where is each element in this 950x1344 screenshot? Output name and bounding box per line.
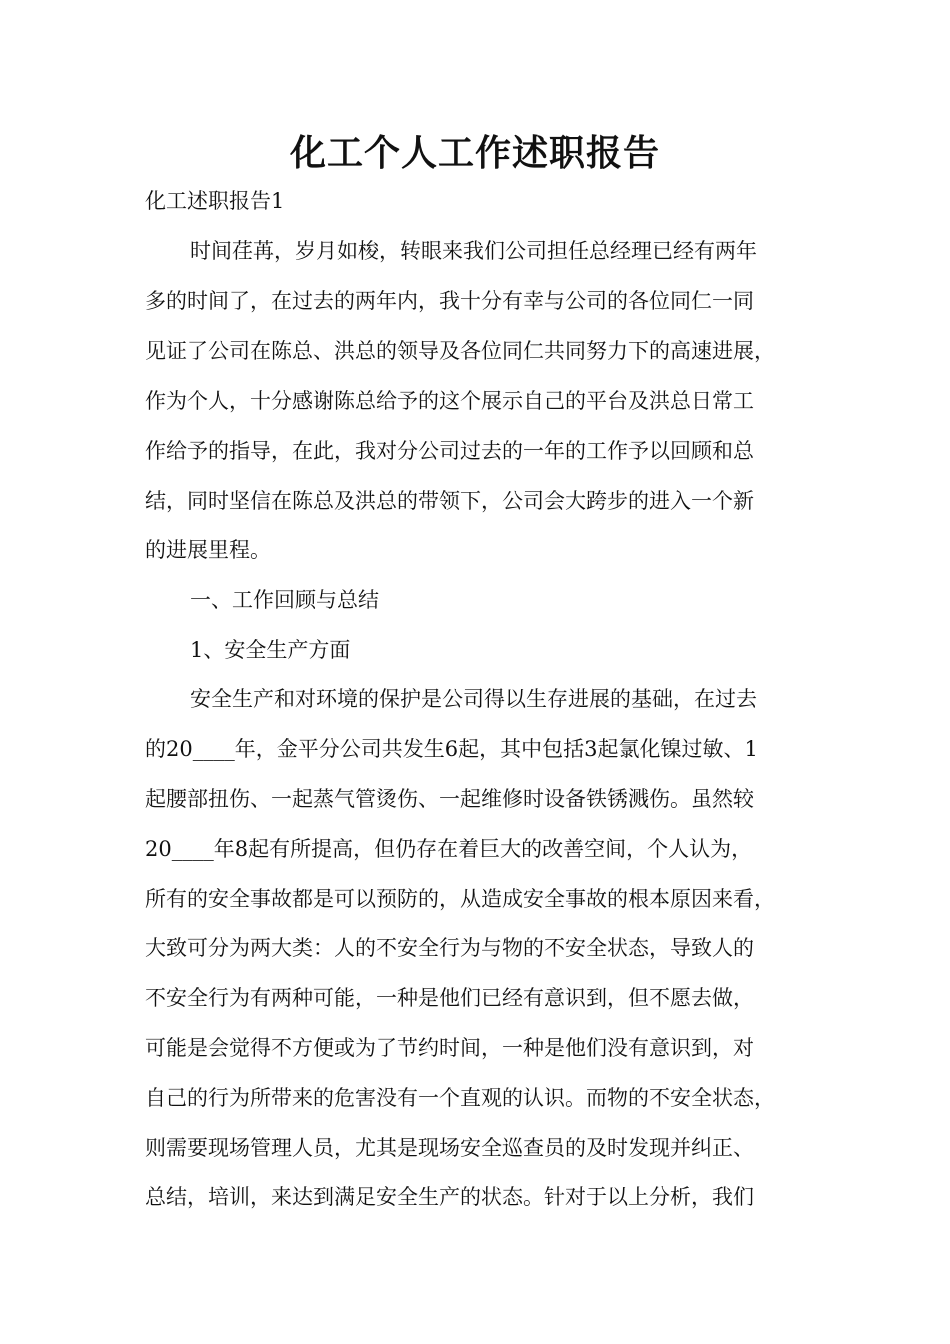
paragraph-line: 大致可分为两大类：人的不安全行为与物的不安全状态，导致人的: [145, 936, 754, 960]
paragraph-line: 可能是会觉得不方便或为了节约时间，一种是他们没有意识到，对: [145, 1036, 754, 1060]
paragraph-line: 总结，培训，来达到满足安全生产的状态。针对于以上分析，我们: [145, 1185, 754, 1209]
paragraph-line: 时间荏苒，岁月如梭，转眼来我们公司担任总经理已经有两年: [190, 239, 757, 263]
paragraph-line: 见证了公司在陈总、洪总的领导及各位同仁共同努力下的高速进展，: [145, 339, 775, 363]
paragraph-line: 起腰部扭伤、一起蒸气管烫伤、一起维修时设备铁锈溅伤。虽然较: [145, 787, 754, 811]
report-subtitle: 化工述职报告1: [145, 189, 285, 213]
paragraph-line: 安全生产和对环境的保护是公司得以生存进展的基础，在过去: [190, 687, 757, 711]
paragraph-line: 多的时间了，在过去的两年内，我十分有幸与公司的各位同仁一同: [145, 289, 754, 313]
section-heading: 一、工作回顾与总结: [190, 588, 379, 612]
document-title: 化工个人工作述职报告: [289, 132, 660, 174]
paragraph-line: 作给予的指导，在此，我对分公司过去的一年的工作予以回顾和总: [145, 439, 754, 463]
paragraph-line: 则需要现场管理人员，尤其是现场安全巡查员的及时发现并纠正、: [145, 1136, 754, 1160]
paragraph-line: 结，同时坚信在陈总及洪总的带领下，公司会大跨步的进入一个新: [145, 489, 754, 513]
paragraph-line: 所有的安全事故都是可以预防的，从造成安全事故的根本原因来看，: [145, 887, 775, 911]
paragraph-line: 作为个人，十分感谢陈总给予的这个展示自己的平台及洪总日常工: [145, 389, 754, 413]
paragraph-line: 的进展里程。: [145, 538, 271, 562]
paragraph-line: 20____年8起有所提高，但仍存在着巨大的改善空间，个人认为，: [145, 837, 753, 861]
paragraph-line: 不安全行为有两种可能，一种是他们已经有意识到，但不愿去做，: [145, 986, 754, 1010]
paragraph-line: 自己的行为所带来的危害没有一个直观的认识。而物的不安全状态，: [145, 1086, 775, 1110]
subsection-heading: 1、安全生产方面: [190, 638, 351, 662]
paragraph-line: 的20____年，金平分公司共发生6起，其中包括3起氯化镍过敏、1: [145, 737, 758, 761]
